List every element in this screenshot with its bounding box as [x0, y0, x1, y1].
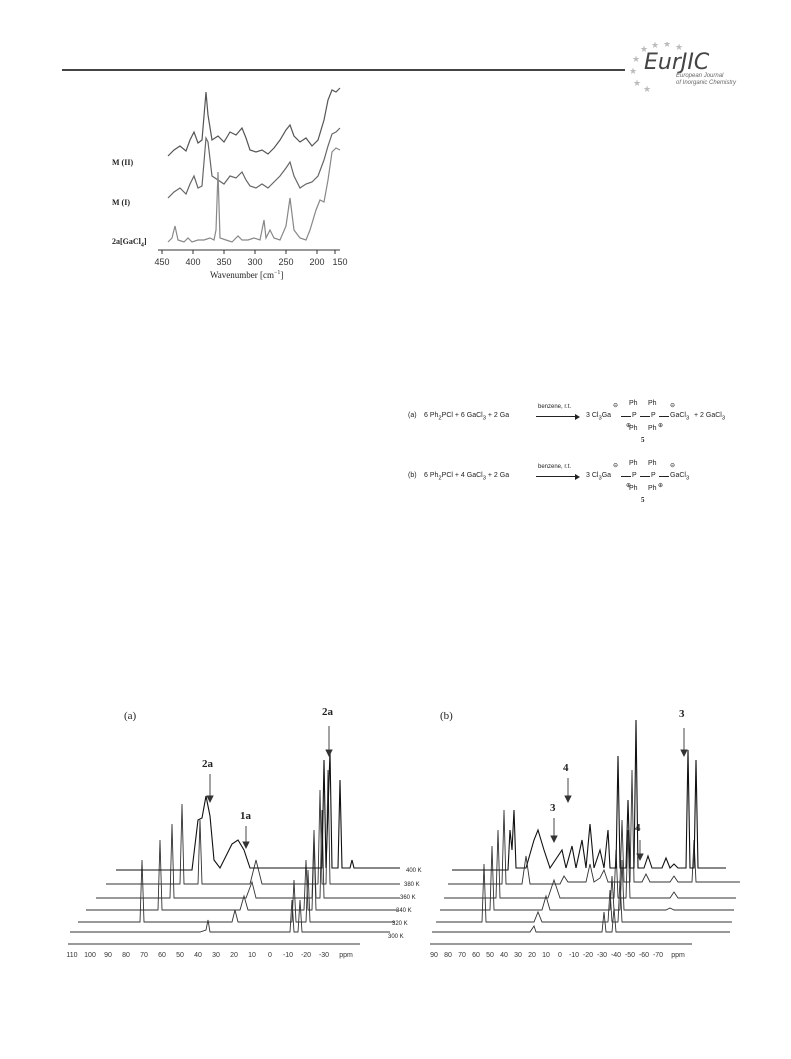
svg-text:★: ★: [633, 78, 642, 88]
raman-figure: [100, 80, 350, 290]
reaction-condition: benzene, r.t.: [538, 404, 572, 410]
nmr-panel-a-label: (a): [124, 710, 137, 722]
nmr-b-xtick: 80: [444, 952, 452, 959]
nmr-b-xtick: 40: [500, 952, 508, 959]
nmr-b-xtick: 0: [558, 952, 562, 959]
nmr-a-trace-380K: [106, 770, 400, 884]
reaction-tag: (b): [408, 472, 417, 479]
reaction-condition: benzene, r.t.: [538, 464, 572, 470]
raman-label-m2: M (II): [112, 158, 134, 167]
product-cl3ga: 3 $Cl_3Ga$: [586, 472, 612, 482]
svg-text:★: ★: [632, 54, 641, 64]
charge-plus-icon: ⊕: [658, 483, 664, 489]
raman-trace-m2: [168, 88, 340, 156]
temp-label: 400 K: [406, 868, 422, 874]
nmr-b-xtick: 20: [528, 952, 536, 959]
nmr-a-xtick: 100: [84, 952, 96, 959]
nmr-a-xtick: 0: [268, 952, 272, 959]
nmr-b-xtick: -50: [624, 952, 636, 959]
charge-minus-icon: ⊖: [613, 463, 619, 469]
compound-number: 5: [641, 496, 645, 504]
nmr-a-annotation-2a-right: 2a: [322, 706, 333, 718]
nmr-a-xtick: 10: [248, 952, 256, 959]
header-rule: [62, 69, 625, 71]
reaction-arrowhead-icon: [575, 474, 580, 480]
raman-xtick: 400: [185, 257, 201, 267]
nmr-a-xtick: 70: [140, 952, 148, 959]
nmr-a-xtick: 90: [104, 952, 112, 959]
nmr-b-trace-300K: [432, 908, 730, 932]
nmr-a-trace-340K: [86, 840, 398, 910]
bond-line: [640, 416, 650, 417]
nmr-a-xtick: 40: [194, 952, 202, 959]
nmr-spectra-b: [430, 700, 760, 970]
ph-bottom-1: Ph: [629, 425, 638, 432]
charge-plus-icon: ⊕: [658, 423, 664, 429]
nmr-b-xtick: 50: [486, 952, 494, 959]
temp-label: 360 K: [400, 895, 416, 901]
nmr-a-xtick: -10: [282, 952, 294, 959]
nmr-a-trace-400K: [116, 752, 400, 870]
reaction-a: [408, 398, 738, 458]
nmr-b-xtick: -70: [652, 952, 664, 959]
nmr-b-xtick: 90: [430, 952, 438, 959]
ph-top-2: Ph: [648, 400, 657, 407]
compound-number: 5: [641, 436, 645, 444]
bond-line: [659, 416, 669, 417]
charge-plus-icon: ⊕: [626, 483, 632, 489]
raman-xtick: 250: [278, 257, 294, 267]
phosphorus-2: P: [651, 412, 656, 419]
raman-label-2a: 2a[GaCl$_4$]: [112, 237, 147, 249]
product-cl3ga: 3 $Cl_3Ga$: [586, 412, 612, 422]
raman-xlabel: Wavenumber $[cm^{-1}]$: [210, 270, 284, 280]
nmr-b-xtick: -60: [638, 952, 650, 959]
temp-label: 320 K: [392, 921, 408, 927]
bond-line: [621, 476, 631, 477]
nmr-a-annotation-1a: 1a: [240, 810, 251, 822]
temperature-labels: [388, 862, 432, 942]
nmr-a-annotation-2a-left: 2a: [202, 758, 213, 770]
bond-line: [621, 416, 631, 417]
svg-text:★: ★: [640, 44, 649, 54]
nmr-panel-a: [60, 700, 400, 970]
raman-xtick: 350: [216, 257, 232, 267]
nmr-a-xtick: 20: [230, 952, 238, 959]
nmr-b-xtick: 60: [472, 952, 480, 959]
nmr-b-annotation-4-left: 4: [563, 762, 569, 774]
charge-minus-icon: ⊖: [613, 403, 619, 409]
nmr-b-xtick: -10: [568, 952, 580, 959]
temp-label: 340 K: [396, 908, 412, 914]
logo-subtitle-2: of Inorganic Chemistry: [676, 80, 737, 86]
nmr-a-xtick: -20: [300, 952, 312, 959]
svg-text:★: ★: [643, 84, 652, 92]
charge-minus-icon: ⊖: [670, 463, 676, 469]
nmr-b-trace-320K: [436, 864, 732, 922]
nmr-a-xtick: 50: [176, 952, 184, 959]
temp-label: 300 K: [388, 934, 404, 940]
nmr-a-trace-320K: [78, 860, 395, 922]
ph-top-1: Ph: [629, 460, 638, 467]
nmr-b-xtick: 10: [542, 952, 550, 959]
logo-subtitle-1: European Journal: [676, 73, 724, 79]
ph-bottom-1: Ph: [629, 485, 638, 492]
ph-top-2: Ph: [648, 460, 657, 467]
nmr-a-xtick: 80: [122, 952, 130, 959]
nmr-b-xtick: 70: [458, 952, 466, 959]
reaction-lhs: 6 $Ph_2PCl + 6$ GaCl$_3$ + 2 Ga: [424, 412, 510, 422]
svg-text:★: ★: [651, 42, 660, 50]
temp-label: 380 K: [404, 882, 420, 888]
phosphorus-1: P: [632, 412, 637, 419]
nmr-spectra-a: [60, 700, 400, 970]
svg-text:★: ★: [663, 42, 672, 49]
journal-logo: [626, 42, 766, 92]
bond-line: [640, 476, 650, 477]
nmr-b-trace-400K: [452, 720, 726, 870]
nmr-a-xtick: 110: [66, 952, 78, 959]
nmr-a-xtick: -30: [318, 952, 330, 959]
nmr-b-annotation-3-left: 3: [550, 802, 556, 814]
raman-xtick: 150: [332, 257, 348, 267]
phosphorus-2: P: [651, 472, 656, 479]
reaction-b: [408, 458, 738, 518]
reaction-arrowhead-icon: [575, 414, 580, 420]
nmr-panel-b: [430, 700, 760, 970]
product-gacl3: GaCl$_3$: [670, 472, 690, 482]
bond-line: [659, 476, 669, 477]
nmr-panel-b-label: (b): [440, 710, 453, 722]
charge-minus-icon: ⊖: [670, 403, 676, 409]
nmr-b-annotation-3-right: 3: [679, 708, 685, 720]
nmr-a-xtick: ppm: [339, 952, 353, 959]
reaction-scheme: [408, 398, 738, 518]
nmr-b-xtick: -40: [610, 952, 622, 959]
logo-text: EurJIC: [644, 50, 710, 75]
svg-text:★: ★: [675, 42, 684, 52]
product-gacl3: GaCl$_3$: [670, 412, 690, 422]
reaction-lhs: 6 $Ph_2PCl + 4$ GaCl$_3$ + 2 Ga: [424, 472, 510, 482]
nmr-b-annotation-4-right: 4: [635, 822, 641, 834]
reaction-tag: (a): [408, 412, 417, 419]
ph-bottom-2: Ph: [648, 485, 657, 492]
product-extra: + 2 GaCl$_3$: [694, 412, 726, 422]
raman-trace-m1: [168, 128, 340, 198]
nmr-a-trace-300K: [70, 900, 390, 932]
raman-xtick: 200: [309, 257, 325, 267]
nmr-a-xtick: 60: [158, 952, 166, 959]
nmr-a-xtick: 30: [212, 952, 220, 959]
raman-spectra: [100, 80, 350, 290]
nmr-b-xtick: 30: [514, 952, 522, 959]
charge-plus-icon: ⊕: [626, 423, 632, 429]
nmr-b-xtick: ppm: [671, 952, 685, 959]
ph-top-1: Ph: [629, 400, 638, 407]
raman-xtick: 300: [247, 257, 263, 267]
nmr-b-xtick: -30: [596, 952, 608, 959]
raman-label-m1: M (I): [112, 198, 130, 207]
reaction-arrow-icon: [536, 476, 578, 477]
phosphorus-1: P: [632, 472, 637, 479]
raman-xtick: 450: [154, 257, 170, 267]
svg-text:★: ★: [629, 66, 638, 76]
reaction-arrow-icon: [536, 416, 578, 417]
ph-bottom-2: Ph: [648, 425, 657, 432]
nmr-b-xtick: -20: [582, 952, 594, 959]
raman-trace-2a: [168, 148, 340, 242]
